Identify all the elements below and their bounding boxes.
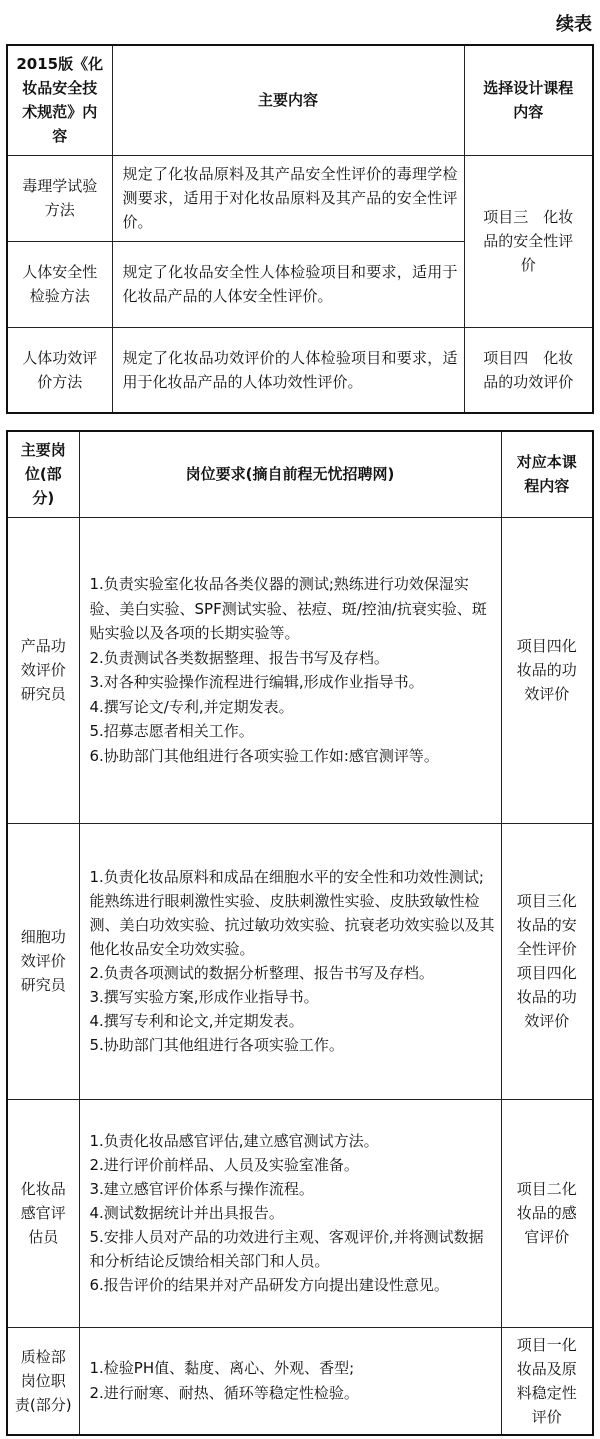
course-cell: 项目二化妆品的感官评价 xyxy=(501,1099,593,1327)
course-cell xyxy=(501,823,593,1099)
requirement-item: 1.负责化妆品感官评估,建立感官测试方法。 xyxy=(89,1132,379,1150)
col-header-position: 主要岗位(部分) xyxy=(7,431,79,517)
course-item: 项目四化妆品的功效评价 xyxy=(516,964,577,1030)
table-header-row xyxy=(7,45,593,155)
position-requirements-table xyxy=(6,430,594,1436)
regulation-content: 规定了化妆品原料及其产品安全性评价的毒理学检测要求，适用于对化妆品原料及其产品的安全性评价。 xyxy=(112,155,464,241)
course-cell: 项目四 化妆品的功效评价 xyxy=(464,327,593,413)
requirements-list xyxy=(79,1099,501,1327)
requirement-item: 3.建立感官评价体系与操作流程。 xyxy=(89,1180,314,1198)
course-item: 项目三化妆品的安全性评价 xyxy=(516,892,577,958)
regulation-item: 毒理学试验方法 xyxy=(7,155,112,241)
requirement-item: 1.检验PH值、黏度、离心、外观、香型; xyxy=(89,1359,355,1378)
table-row xyxy=(7,155,593,241)
requirement-item: 3.对各种实验操作流程进行编辑,形成作业指导书。 xyxy=(89,673,424,691)
col-header-requirements: 岗位要求(摘自前程无忧招聘网) xyxy=(79,431,501,517)
table-header-row xyxy=(7,431,593,517)
requirement-item: 5.安排人员对产品的功效进行主观、客观评价,并将测试数据和分析结论反馈给相关部门和人员。 xyxy=(89,1228,484,1270)
requirement-item: 4.测试数据统计并出具报告。 xyxy=(89,1204,284,1222)
course-cell: 项目一化妆品及原料稳定性评价 xyxy=(501,1327,593,1435)
table-row xyxy=(7,517,593,823)
requirement-item: 3.撰写实验方案,形成作业指导书。 xyxy=(89,988,319,1006)
requirement-item: 6.报告评价的结果并对产品研发方向提出建设性意见。 xyxy=(89,1276,449,1294)
cosmetic-regulation-table xyxy=(6,44,594,414)
col-header-regulation: 2015版《化妆品安全技术规范》内容 xyxy=(7,45,112,155)
position-name: 化妆品感官评估员 xyxy=(7,1099,79,1327)
regulation-content: 规定了化妆品功效评价的人体检验项目和要求，适用于化妆品产品的人体功效性评价。 xyxy=(112,327,464,413)
col-header-main-content: 主要内容 xyxy=(112,45,464,155)
position-name: 质检部岗位职责(部分) xyxy=(7,1327,79,1435)
course-cell: 项目四化妆品的功效评价 xyxy=(501,517,593,823)
requirement-item: 4.撰写论文/专利,并定期发表。 xyxy=(89,697,294,716)
requirement-item: 2.负责测试各类数据整理、报告书写及存档。 xyxy=(89,648,389,667)
requirement-item: 1.负责实验室化妆品各类仪器的测试;熟练进行功效保湿实验、美白实验、SPF测试实验、祛痘、斑/控油/抗衰实验、斑贴实验以及各项的长期实验等。 xyxy=(89,575,487,642)
requirements-list xyxy=(79,1327,501,1435)
requirement-item: 4.撰写专利和论文,并定期发表。 xyxy=(89,1012,304,1030)
continued-label: 续表 xyxy=(556,14,592,35)
requirement-item: 2.负责各项测试的数据分析整理、报告书写及存档。 xyxy=(89,964,434,982)
regulation-item: 人体功效评价方法 xyxy=(7,327,112,413)
course-cell: 项目三 化妆品的安全性评价 xyxy=(464,155,593,327)
position-name: 产品功效评价研究员 xyxy=(7,517,79,823)
col-header-course: 对应本课程内容 xyxy=(501,431,593,517)
regulation-item: 人体安全性检验方法 xyxy=(7,241,112,327)
requirement-item: 5.协助部门其他组进行各项实验工作。 xyxy=(89,1036,344,1054)
requirement-item: 5.招募志愿者相关工作。 xyxy=(89,722,254,740)
requirement-item: 1.负责化妆品原料和成品在细胞水平的安全性和功效性测试;能熟练进行眼刺激性实验、皮肤刺激性实验、皮肤致敏性检测、美白功效实验、抗过敏功效实验、抗衰老功效实验以及其他化妆品安全功效实验。 xyxy=(89,868,495,958)
regulation-content: 规定了化妆品安全性人体检验项目和要求，适用于化妆品产品的人体安全性评价。 xyxy=(112,241,464,327)
requirement-item: 2.进行耐寒、耐热、循环等稳定性检验。 xyxy=(89,1383,359,1402)
col-header-course: 选择设计课程内容 xyxy=(464,45,593,155)
position-name: 细胞功效评价研究员 xyxy=(7,823,79,1099)
table-row xyxy=(7,823,593,1099)
requirement-item: 6.协助部门其他组进行各项实验工作如:感官测评等。 xyxy=(89,746,439,765)
requirements-list xyxy=(79,517,501,823)
requirements-list xyxy=(79,823,501,1099)
table-row xyxy=(7,1099,593,1327)
table-row xyxy=(7,327,593,413)
requirement-item: 2.进行评价前样品、人员及实验室准备。 xyxy=(89,1156,359,1174)
table-row xyxy=(7,1327,593,1435)
